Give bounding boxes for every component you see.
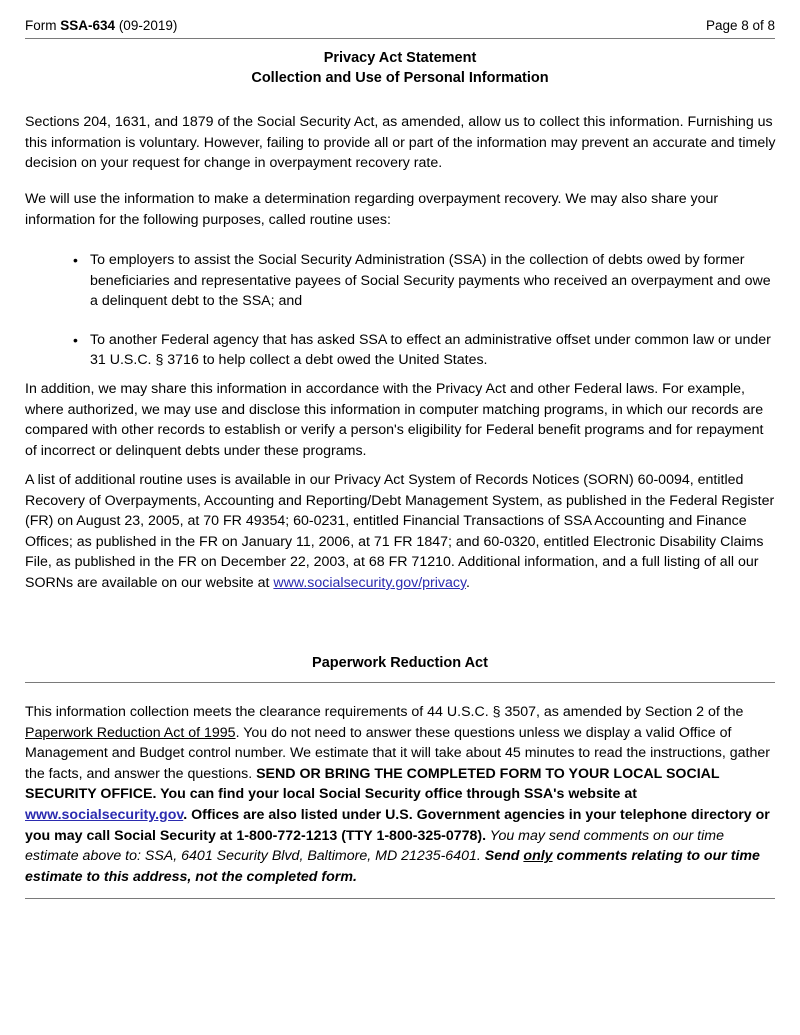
sorn-text: A list of additional routine uses is available in our Privacy Act System of Records Notices (SORN) 60-0094, entitled Recovery of Overpayments, Accounting and Reporting/Debt Management System, as published in the Federal Register (FR) on August 23, 2005, at 70 FR 49354; 60-0231, entitled Financial Transactions of SSA Accounting and Finance Offices; as published in the FR on January 11, 2006, at 71 FR 1847; and 60-0320, entitled Electronic Disability Claims File, as published in the FR on December 22, 2003, at 68 FR 71210. Additional information, and a full listing of all our SORNs are available on our website at <box>25 472 775 591</box>
pra-act-name: Paperwork Reduction Act of 1995 <box>25 724 236 741</box>
privacy-act-title-line1: Privacy Act Statement <box>323 50 477 66</box>
form-label: Form <box>25 18 57 33</box>
sorn-paragraph <box>25 470 777 594</box>
privacy-act-title <box>0 48 800 88</box>
ssa-website-link[interactable]: www.socialsecurity.gov <box>25 806 184 823</box>
list-item <box>25 330 777 371</box>
paperwork-section-divider <box>25 682 775 683</box>
privacy-paragraph-4 <box>25 470 777 594</box>
privacy-paragraph-1 <box>25 112 777 174</box>
privacy-paragraph-2-text: We will use the information to make a determination regarding overpayment recovery. We may also share your information for the following purposes, called routine uses: <box>25 191 719 228</box>
sorn-text-end: . <box>466 574 470 591</box>
list-item <box>25 250 777 312</box>
paperwork-reduction-act-body <box>25 702 777 887</box>
page-header <box>25 17 775 34</box>
paperwork-paragraph <box>25 702 777 887</box>
privacy-paragraph-3-text: In addition, we may share this information in accordance with the Privacy Act and other Federal laws. For example, where authorized, we may use and disclose this information in computer matching programs, in which our records are compared with other records to establish or verify a person's eligibility for Federal benefit programs and for repayment of incorrect or delinquent debts under these programs. <box>25 381 764 459</box>
paperwork-reduction-act-title: Paperwork Reduction Act <box>312 655 488 671</box>
pra-segment-comments-address: You may send comments on our time estimate above to: SSA, 6401 Security Blvd, Baltimore, MD 21235-6401. <box>25 827 724 865</box>
bullet-icon: • <box>73 331 78 348</box>
bullet-icon: • <box>73 252 78 268</box>
form-number: SSA-634 <box>60 18 116 33</box>
form-revision: (09-2019) <box>118 18 178 33</box>
pra-segment-send: Send <box>484 848 524 865</box>
privacy-act-title-line2: Collection and Use of Personal Information <box>251 70 549 86</box>
footer-divider <box>25 898 775 899</box>
pra-segment-contact: . Offices are also listed under U.S. Government agencies in your telephone directory or you may call Social Security at 1-800-772-1213 (TTY 1-800-325-0778). <box>25 806 770 844</box>
routine-uses-list <box>25 250 777 371</box>
list-item-text: To employers to assist the Social Security Administration (SSA) in the collection of debts owed by former beneficiaries and representative payees of Social Security payments who received an overpayment and owe a delinquent debt to the SSA; and <box>90 252 771 310</box>
pra-segment-intro: This information collection meets the clearance requirements of 44 U.S.C. § 3507, as amended by Section 2 of the <box>25 704 744 720</box>
privacy-paragraph-1-text: Sections 204, 1631, and 1879 of the Social Security Act, as amended, allow us to collect this information. Furnishing us this information is voluntary. However, failing to provide all or part of the information may prevent an accurate and timely decision on your request for change in overpayment recovery rate. <box>25 114 776 172</box>
pra-segment-estimate: . You do not need to answer these questions unless we display a valid Office of Management and Budget control number. We estimate that it will take about 45 minutes to read the instructions, gather the facts, and answer the questions. <box>25 724 771 782</box>
privacy-policy-link[interactable]: www.socialsecurity.gov/privacy <box>273 574 467 591</box>
pra-segment-only: only <box>523 848 553 865</box>
pra-segment-closing: comments relating to our time estimate to this address, not the completed form. <box>25 848 760 885</box>
privacy-paragraph-3 <box>25 379 777 461</box>
pra-segment-send-instructions: SEND OR BRING THE COMPLETED FORM TO YOUR LOCAL SOCIAL SECURITY OFFICE. You can find your local Social Security office through SSA's website at <box>25 765 720 803</box>
header-divider <box>25 38 775 39</box>
privacy-paragraph-2 <box>25 189 777 230</box>
page-number: Page 8 of 8 <box>705 18 775 33</box>
form-identifier <box>25 17 177 34</box>
list-item-text: To another Federal agency that has asked SSA to effect an administrative offset under common law or under 31 U.S.C. § 3716 to help collect a debt owed the United States. <box>90 331 771 369</box>
